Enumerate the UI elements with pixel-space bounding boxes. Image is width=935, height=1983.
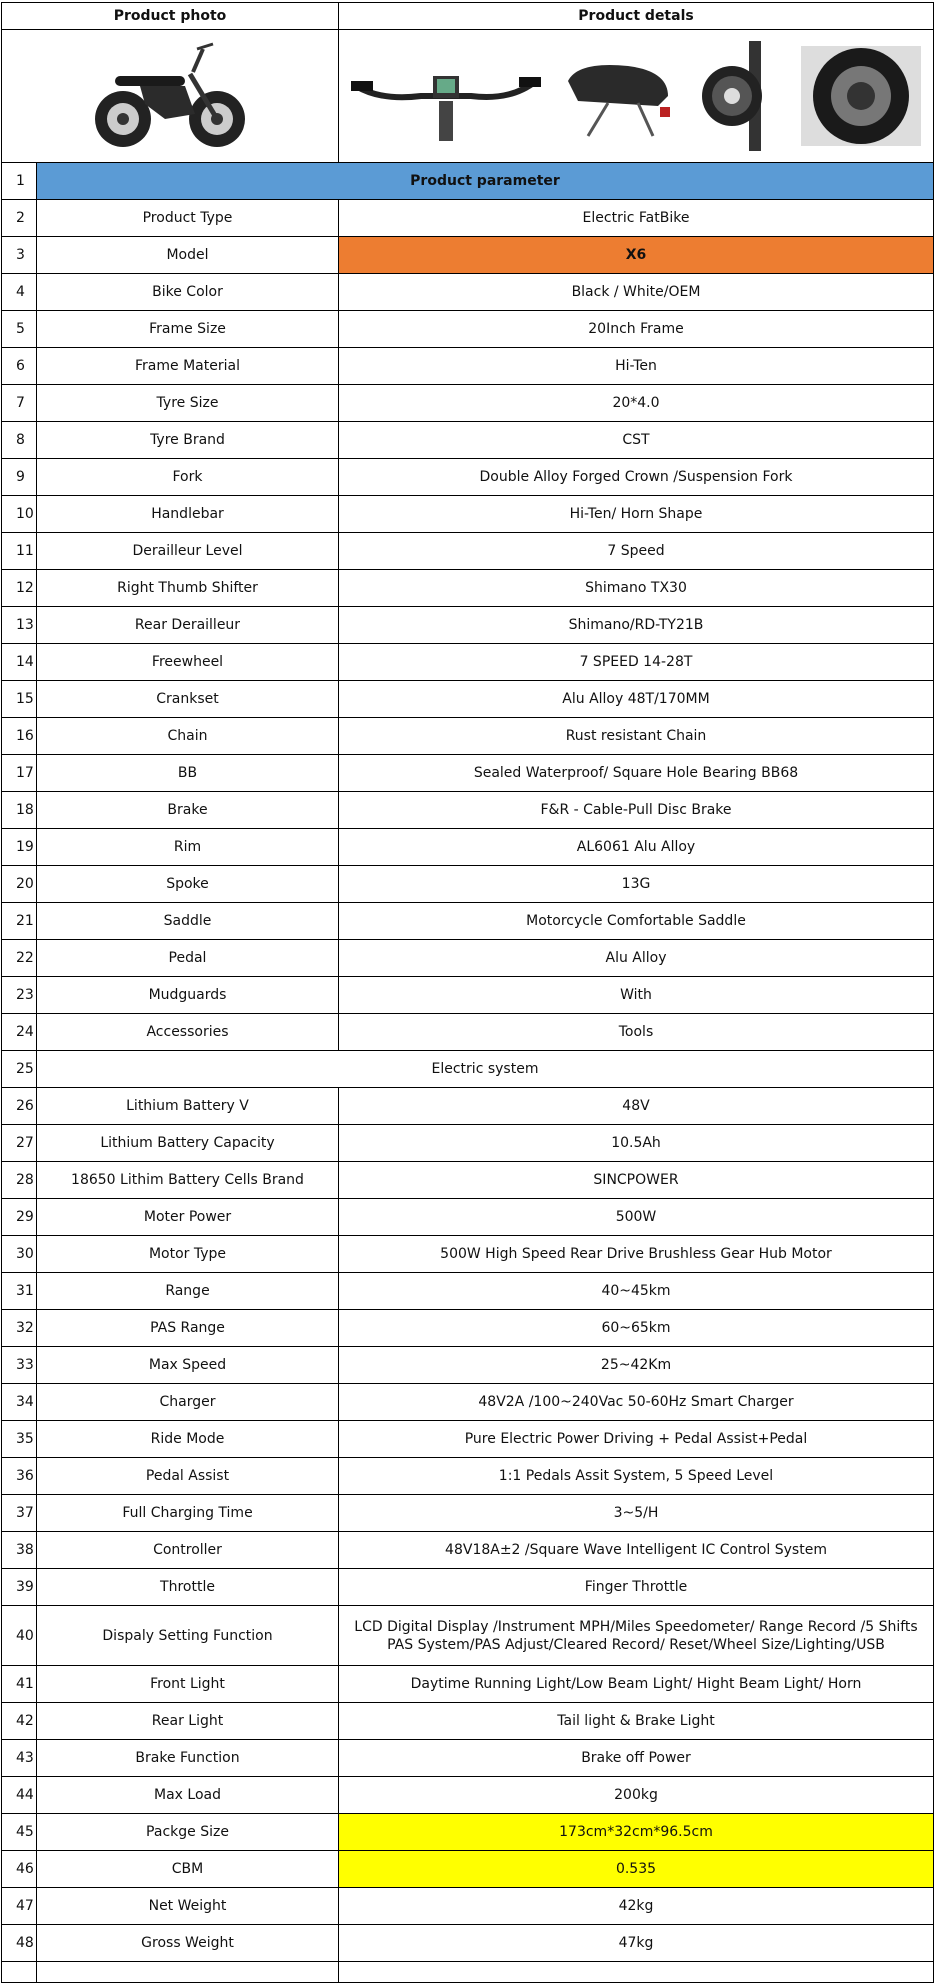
table-row xyxy=(2,1777,934,1814)
handlebar-photo xyxy=(351,41,541,151)
product-details-header: Product detals xyxy=(339,3,934,30)
row-number: 8 xyxy=(2,422,37,459)
row-number: 4 xyxy=(2,274,37,311)
row-number: 9 xyxy=(2,459,37,496)
row-number: 41 xyxy=(2,1666,37,1703)
table-row xyxy=(2,1925,934,1962)
row-number: 30 xyxy=(2,1236,37,1273)
table-row xyxy=(2,1888,934,1925)
table-row xyxy=(2,829,934,866)
spec-label: Front Light xyxy=(37,1666,339,1703)
table-row xyxy=(2,1666,934,1703)
spec-label: Right Thumb Shifter xyxy=(37,570,339,607)
row-number: 34 xyxy=(2,1384,37,1421)
spec-label: Gross Weight xyxy=(37,1925,339,1962)
table-row xyxy=(2,459,934,496)
table-row xyxy=(2,1384,934,1421)
spec-value: Shimano TX30 xyxy=(339,570,934,607)
spec-value: 60~65km xyxy=(339,1310,934,1347)
table-row xyxy=(2,1199,934,1236)
spec-label: PAS Range xyxy=(37,1310,339,1347)
hub-motor-photo xyxy=(801,41,921,151)
row-number: 31 xyxy=(2,1273,37,1310)
spec-value: 48V2A /100~240Vac 50-60Hz Smart Charger xyxy=(339,1384,934,1421)
spec-value: Tail light & Brake Light xyxy=(339,1703,934,1740)
spec-label: Ride Mode xyxy=(37,1421,339,1458)
spec-value: Hi-Ten xyxy=(339,348,934,385)
section-title-electric: Electric system xyxy=(37,1051,934,1088)
spec-label: Frame Size xyxy=(37,311,339,348)
spec-label: Range xyxy=(37,1273,339,1310)
table-row xyxy=(2,1569,934,1606)
row-number: 21 xyxy=(2,903,37,940)
spec-value: LCD Digital Display /Instrument MPH/Miles Speedometer/ Range Record /5 Shifts PAS System/PAS Adjust/Cleared Record/ Reset/Wheel Size/Lighting/USB xyxy=(339,1606,934,1666)
table-row xyxy=(2,1162,934,1199)
row-number: 39 xyxy=(2,1569,37,1606)
spec-value: CST xyxy=(339,422,934,459)
table-row xyxy=(2,1088,934,1125)
headlight-photo xyxy=(694,41,784,151)
spec-value: 42kg xyxy=(339,1888,934,1925)
spec-value: With xyxy=(339,977,934,1014)
table-row xyxy=(2,311,934,348)
row-number: 16 xyxy=(2,718,37,755)
spec-label: CBM xyxy=(37,1851,339,1888)
spec-value: Alu Alloy xyxy=(339,940,934,977)
row-number: 1 xyxy=(2,163,37,200)
table-row xyxy=(2,237,934,274)
table-row xyxy=(2,718,934,755)
row-number: 42 xyxy=(2,1703,37,1740)
row-number: 20 xyxy=(2,866,37,903)
table-row xyxy=(2,1051,934,1088)
spec-value: 0.535 xyxy=(339,1851,934,1888)
row-number: 38 xyxy=(2,1532,37,1569)
table-row xyxy=(2,533,934,570)
row-number: 40 xyxy=(2,1606,37,1666)
table-row xyxy=(2,1310,934,1347)
table-row xyxy=(2,385,934,422)
row-number: 3 xyxy=(2,237,37,274)
spec-label: Rear Derailleur xyxy=(37,607,339,644)
spec-value: Electric FatBike xyxy=(339,200,934,237)
row-number: 43 xyxy=(2,1740,37,1777)
spec-label: BB xyxy=(37,755,339,792)
spec-label: Rim xyxy=(37,829,339,866)
table-row xyxy=(2,1347,934,1384)
spec-value: 20*4.0 xyxy=(339,385,934,422)
row-number: 23 xyxy=(2,977,37,1014)
spec-label: Crankset xyxy=(37,681,339,718)
spec-value: Daytime Running Light/Low Beam Light/ Hight Beam Light/ Horn xyxy=(339,1666,934,1703)
spec-value: 1:1 Pedals Assit System, 5 Speed Level xyxy=(339,1458,934,1495)
row-number: 12 xyxy=(2,570,37,607)
row-number: 2 xyxy=(2,200,37,237)
row-number: 37 xyxy=(2,1495,37,1532)
spec-label: Motor Type xyxy=(37,1236,339,1273)
row-number: 46 xyxy=(2,1851,37,1888)
row-number: 48 xyxy=(2,1925,37,1962)
table-row xyxy=(2,1606,934,1666)
table-row xyxy=(2,1125,934,1162)
spec-label: Mudguards xyxy=(37,977,339,1014)
table-row xyxy=(2,274,934,311)
table-row xyxy=(2,681,934,718)
empty-cell xyxy=(339,1962,934,1983)
spec-label: Frame Material xyxy=(37,348,339,385)
table-row xyxy=(2,200,934,237)
row-number: 15 xyxy=(2,681,37,718)
row-number: 6 xyxy=(2,348,37,385)
spec-value: 173cm*32cm*96.5cm xyxy=(339,1814,934,1851)
row-number: 33 xyxy=(2,1347,37,1384)
table-row xyxy=(2,1495,934,1532)
table-row xyxy=(2,1458,934,1495)
spec-label: Rear Light xyxy=(37,1703,339,1740)
empty-cell xyxy=(37,1962,339,1983)
spec-value: 48V18A±2 /Square Wave Intelligent IC Control System xyxy=(339,1532,934,1569)
spec-value: 500W High Speed Rear Drive Brushless Gear Hub Motor xyxy=(339,1236,934,1273)
spec-label: Freewheel xyxy=(37,644,339,681)
table-row xyxy=(2,1273,934,1310)
spec-value: Sealed Waterproof/ Square Hole Bearing BB68 xyxy=(339,755,934,792)
spec-value: 7 SPEED 14-28T xyxy=(339,644,934,681)
spec-label: Max Speed xyxy=(37,1347,339,1384)
spec-value: 13G xyxy=(339,866,934,903)
row-number: 47 xyxy=(2,1888,37,1925)
row-number: 5 xyxy=(2,311,37,348)
row-number: 18 xyxy=(2,792,37,829)
table-row xyxy=(2,940,934,977)
spec-label: 18650 Lithim Battery Cells Brand xyxy=(37,1162,339,1199)
table-row xyxy=(2,866,934,903)
spec-label: Model xyxy=(37,237,339,274)
table-row xyxy=(2,1740,934,1777)
spec-label: Lithium Battery Capacity xyxy=(37,1125,339,1162)
spec-value: 10.5Ah xyxy=(339,1125,934,1162)
spec-value: Brake off Power xyxy=(339,1740,934,1777)
row-number: 13 xyxy=(2,607,37,644)
spec-value: 25~42Km xyxy=(339,1347,934,1384)
spec-value: F&R - Cable-Pull Disc Brake xyxy=(339,792,934,829)
spec-label: Max Load xyxy=(37,1777,339,1814)
spec-label: Tyre Brand xyxy=(37,422,339,459)
spec-label: Bike Color xyxy=(37,274,339,311)
table-row xyxy=(2,1014,934,1051)
spec-value: 47kg xyxy=(339,1925,934,1962)
spec-value: Rust resistant Chain xyxy=(339,718,934,755)
row-number: 24 xyxy=(2,1014,37,1051)
spec-value: Motorcycle Comfortable Saddle xyxy=(339,903,934,940)
spec-value: 200kg xyxy=(339,1777,934,1814)
empty-cell xyxy=(2,1962,37,1983)
spec-value: X6 xyxy=(339,237,934,274)
table-row xyxy=(2,1532,934,1569)
spec-label: Full Charging Time xyxy=(37,1495,339,1532)
spec-value: 48V xyxy=(339,1088,934,1125)
spec-label: Chain xyxy=(37,718,339,755)
table-row xyxy=(2,1703,934,1740)
spec-label: Packge Size xyxy=(37,1814,339,1851)
table-row xyxy=(2,422,934,459)
spec-value: 20Inch Frame xyxy=(339,311,934,348)
table-row xyxy=(2,348,934,385)
spec-label: Accessories xyxy=(37,1014,339,1051)
table-row xyxy=(2,1851,934,1888)
row-number: 22 xyxy=(2,940,37,977)
table-row xyxy=(2,792,934,829)
spec-table xyxy=(1,2,934,1983)
spec-value: Alu Alloy 48T/170MM xyxy=(339,681,934,718)
spec-value: Finger Throttle xyxy=(339,1569,934,1606)
spec-label: Fork xyxy=(37,459,339,496)
spec-value: Shimano/RD-TY21B xyxy=(339,607,934,644)
row-number: 45 xyxy=(2,1814,37,1851)
spec-label: Derailleur Level xyxy=(37,533,339,570)
table-row xyxy=(2,977,934,1014)
row-number: 36 xyxy=(2,1458,37,1495)
table-row xyxy=(2,607,934,644)
table-row xyxy=(2,570,934,607)
spec-label: Controller xyxy=(37,1532,339,1569)
table-row xyxy=(2,903,934,940)
spec-value: 7 Speed xyxy=(339,533,934,570)
row-number: 10 xyxy=(2,496,37,533)
product-details-images xyxy=(339,30,934,163)
table-row xyxy=(2,755,934,792)
row-number: 19 xyxy=(2,829,37,866)
row-number: 25 xyxy=(2,1051,37,1088)
spec-label: Moter Power xyxy=(37,1199,339,1236)
spec-label: Net Weight xyxy=(37,1888,339,1925)
row-number: 29 xyxy=(2,1199,37,1236)
spec-value: 3~5/H xyxy=(339,1495,934,1532)
spec-value: SINCPOWER xyxy=(339,1162,934,1199)
spec-label: Tyre Size xyxy=(37,385,339,422)
table-row-partial xyxy=(2,1962,934,1983)
saddle-photo xyxy=(558,41,678,151)
spec-value: Hi-Ten/ Horn Shape xyxy=(339,496,934,533)
row-number: 44 xyxy=(2,1777,37,1814)
row-number: 32 xyxy=(2,1310,37,1347)
spec-label: Product Type xyxy=(37,200,339,237)
spec-value: 40~45km xyxy=(339,1273,934,1310)
spec-label: Lithium Battery V xyxy=(37,1088,339,1125)
row-number: 26 xyxy=(2,1088,37,1125)
spec-label: Throttle xyxy=(37,1569,339,1606)
row-number: 14 xyxy=(2,644,37,681)
table-row xyxy=(2,1236,934,1273)
spec-value: Pure Electric Power Driving + Pedal Assist+Pedal xyxy=(339,1421,934,1458)
table-row xyxy=(2,1814,934,1851)
section-title-parameter: Product parameter xyxy=(37,163,934,200)
product-photo-cell xyxy=(2,30,339,163)
spec-label: Dispaly Setting Function xyxy=(37,1606,339,1666)
spec-label: Pedal Assist xyxy=(37,1458,339,1495)
row-number: 27 xyxy=(2,1125,37,1162)
spec-label: Brake Function xyxy=(37,1740,339,1777)
table-row xyxy=(2,163,934,200)
row-number: 35 xyxy=(2,1421,37,1458)
row-number: 28 xyxy=(2,1162,37,1199)
spec-label: Spoke xyxy=(37,866,339,903)
spec-label: Brake xyxy=(37,792,339,829)
spec-value: 500W xyxy=(339,1199,934,1236)
row-number: 11 xyxy=(2,533,37,570)
product-photo-header: Product photo xyxy=(2,3,339,30)
spec-label: Handlebar xyxy=(37,496,339,533)
table-row xyxy=(2,644,934,681)
spec-label: Pedal xyxy=(37,940,339,977)
row-number: 17 xyxy=(2,755,37,792)
row-number: 7 xyxy=(2,385,37,422)
spec-value: Double Alloy Forged Crown /Suspension Fork xyxy=(339,459,934,496)
table-row xyxy=(2,496,934,533)
fat-bike-photo xyxy=(85,34,255,154)
spec-label: Charger xyxy=(37,1384,339,1421)
spec-label: Saddle xyxy=(37,903,339,940)
spec-value: Tools xyxy=(339,1014,934,1051)
spec-value: AL6061 Alu Alloy xyxy=(339,829,934,866)
table-row xyxy=(2,1421,934,1458)
spec-value: Black / White/OEM xyxy=(339,274,934,311)
